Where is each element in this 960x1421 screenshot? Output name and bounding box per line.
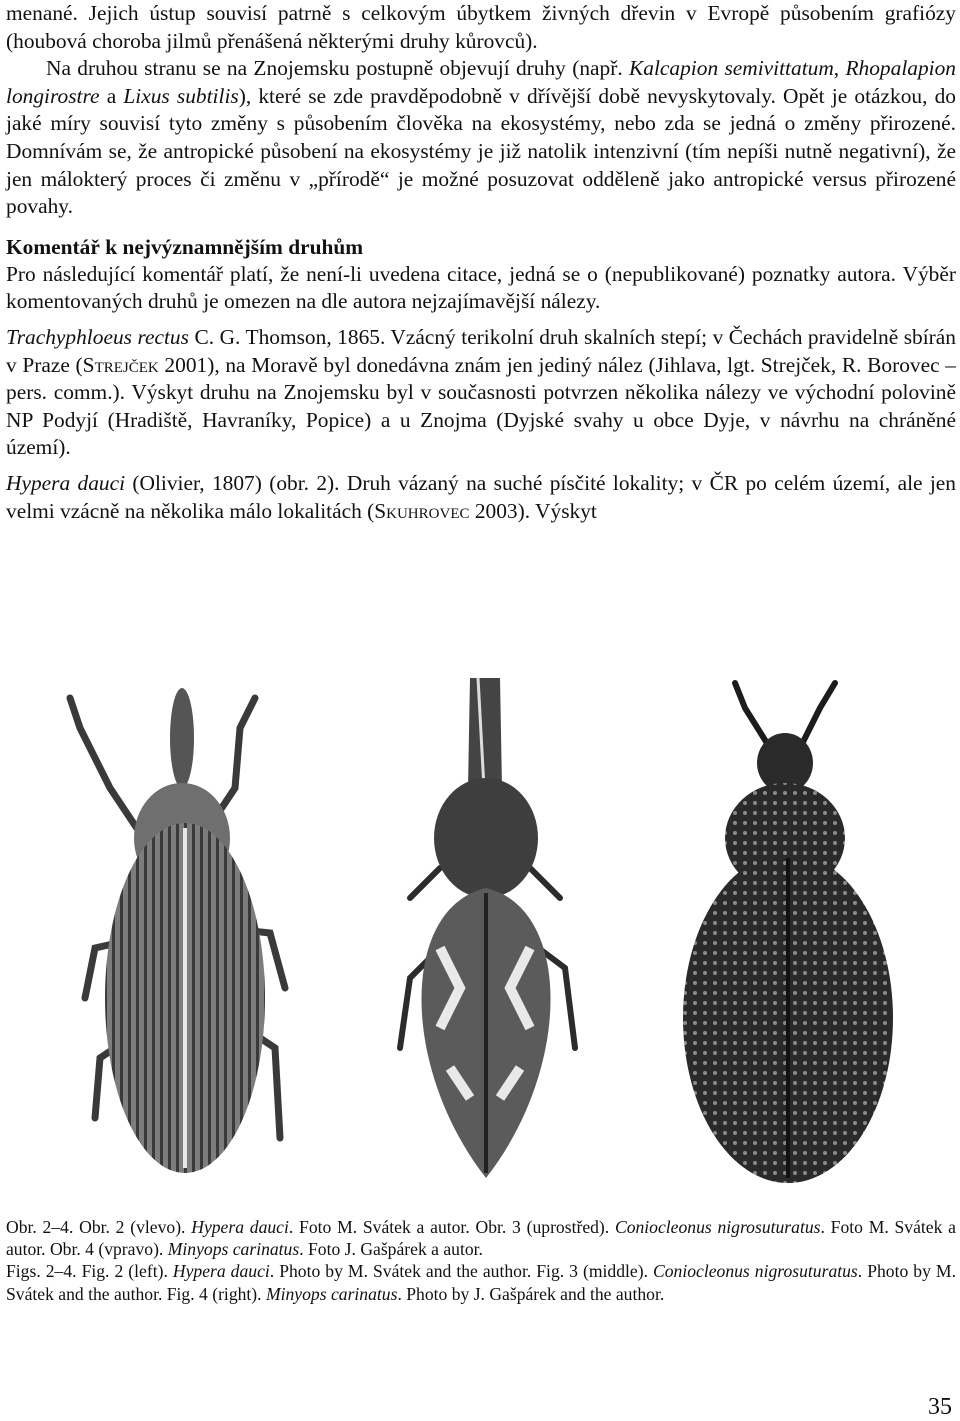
- species-name: Lixus subtilis: [123, 83, 239, 108]
- species-name: Kalcapion semivittatum: [629, 56, 834, 81]
- text-span: . Foto M. Svátek a autor. Obr. 3 (uprostřed).: [288, 1217, 610, 1237]
- text-span: C. G. Thomson, 1865. Vzácný terikolní druh skalních stepí; v Čechách pravidelně sbírán v Praze (: [6, 324, 956, 377]
- text-span: ,: [833, 56, 840, 81]
- text-span: . Foto M. Svátek a autor. Obr. 4 (vpravo).: [6, 1217, 956, 1260]
- species-entry-hypera: [6, 470, 956, 525]
- text-span: . Photo by J. Gašpárek and the author.: [397, 1283, 665, 1304]
- text-span: ), které se zde pravděpodobně v dřívější době nevyskytovaly. Opět je otázkou, do jaké míry souvisí tyto změny s působením člověka na ekosystémy, nebo zda se jedná o změny přirozené. Domnívám se, že antropické působení na ekosystémy je již natolik intenzivní (tím nepíši nutně negativní), že jen málokterý proces či změnu v „přírodě“ je možné posuzovat odděleně jako antropické versus přirozené povahy.: [6, 83, 957, 219]
- author-citation: Skuhrovec: [374, 498, 470, 523]
- body-text: [6, 0, 956, 525]
- species-name: Hypera dauci: [6, 470, 126, 495]
- species-name: Coniocleonus nigrosuturatus: [653, 1261, 858, 1282]
- species-name: Hypera dauci: [172, 1261, 270, 1282]
- species-name: Rhopalapion longirostre: [6, 56, 956, 108]
- text-span: 2001), na Moravě byl donedávna znám jen jediný nález (Jihlava, lgt. Strejček, R. Borovec – pers. comm.). Výskyt druhu na Znojemsku byl v současnosti potvrzen několika nálezy ve východní polovině NP Podyjí (Hradiště, Havraníky, Popice) a u Znojma (Dyjské svahy u obce Dyje, v návrhu na chráněné území).: [6, 352, 956, 460]
- figure-2-hypera-dauci-photo: [40, 668, 330, 1190]
- text-span: menané. Jejich ústup souvisí patrně s celkovým úbytkem živných dřevin v Evropě působením grafiózy (houbová choroba jilmů přenášená některými druhy kůrovců).: [6, 1, 956, 53]
- page-number: 35: [928, 1394, 952, 1420]
- species-name: Minyops carinatus: [265, 1283, 398, 1304]
- figure-caption: [6, 1216, 956, 1305]
- caption-czech: [6, 1216, 956, 1260]
- text-span: Figs. 2–4. Fig. 2 (left).: [6, 1261, 168, 1282]
- text-span: a: [106, 83, 117, 108]
- text-span: . Foto J. Gašpárek a autor.: [299, 1239, 483, 1260]
- species-name: Hypera dauci: [191, 1217, 289, 1237]
- text-span: (Olivier, 1807) (obr. 2). Druh vázaný na suché písčité lokality; v ČR po celém území, ale jen velmi vzácně na několika málo lokalitách (: [6, 470, 956, 523]
- section-heading: Komentář k nejvýznamnějším druhům: [6, 234, 364, 259]
- author-citation: Strejček: [82, 352, 159, 377]
- species-name: Trachyphloeus rectus: [6, 324, 189, 349]
- caption-english: [6, 1260, 956, 1304]
- text-span: . Photo by M. Svátek and the author. Fig. 4 (right).: [6, 1261, 956, 1304]
- figure-4-minyops-photo: [640, 668, 930, 1190]
- species-name: Minyops carinatus: [167, 1239, 300, 1260]
- text-span: Obr. 2–4. Obr. 2 (vlevo).: [6, 1217, 186, 1237]
- paragraph-ecology: [6, 0, 956, 221]
- intro-paragraph: Pro následující komentář platí, že není-li uvedena citace, jedná se o (nepublikované) poznatky autora. Výběr komentovaných druhů je omezen na dle autora nejzajímavější nálezy.: [6, 261, 956, 314]
- species-name: Coniocleonus nigrosuturatus: [614, 1217, 821, 1237]
- text-span: . Photo by M. Svátek and the author. Fig. 3 (middle).: [269, 1261, 648, 1282]
- text-span: 2003). Výskyt: [474, 498, 597, 523]
- species-entry-trachyphloeus: [6, 324, 956, 462]
- figure-group: [40, 668, 930, 1190]
- text-span: Na druhou stranu se na Znojemsku postupně objevují druhy (např.: [46, 56, 623, 81]
- figure-3-coniocleonus-photo: [340, 668, 630, 1190]
